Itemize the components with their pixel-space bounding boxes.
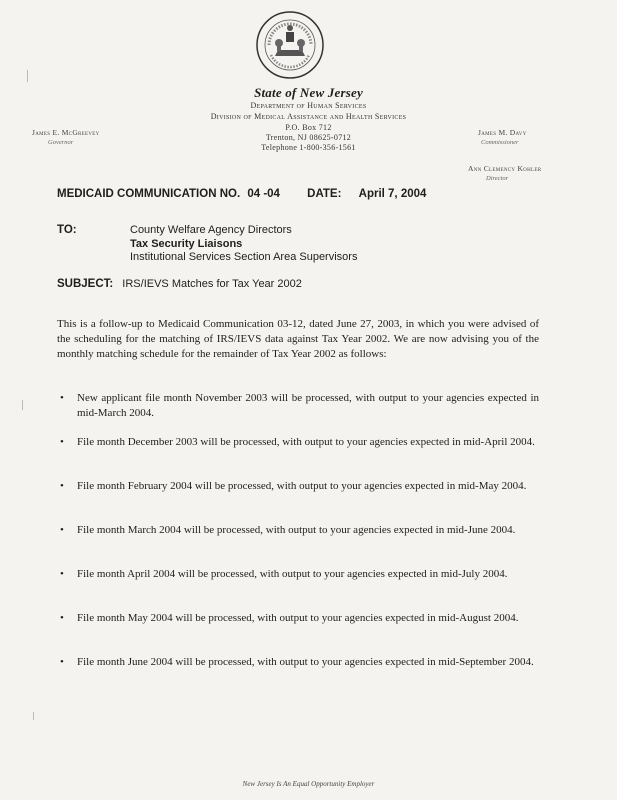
list-item-text: File month June 2004 will be processed, with output to your agencies expected in mid-September 2004. [77,656,534,668]
bullet-icon: • [60,392,64,404]
commissioner-title: Commissioner [481,139,519,146]
list-item-text: File month April 2004 will be processed, with output to your agencies expected in mid-July 2004. [77,568,508,580]
bullet-icon: • [60,480,64,492]
intro-paragraph: This is a follow-up to Medicaid Communication 03-12, dated June 27, 2003, in which you were advised of the scheduling for the matching of IRS/IEVS data against Tax Year 2002. We are now advising you of the monthly matching schedule for the remainder of Tax Year 2002 as follows: [57,318,539,360]
governor-title: Governor [48,139,74,146]
subject-label: SUBJECT: [57,278,114,290]
subject-text: IRS/IEVS Matches for Tax Year 2002 [122,278,302,290]
recipient-line: Institutional Services Section Area Supervisors [130,251,358,263]
list-item-text: File month May 2004 will be processed, with output to your agencies expected in mid-August 2004. [77,612,519,624]
subject-line [57,278,302,290]
commissioner-name: James M. Davy [478,128,527,137]
to-label: TO: [57,224,77,236]
division-name: Division of Medical Assistance and Health Services [210,112,407,121]
list-item [57,391,539,421]
scan-mark [33,712,34,720]
communication-date: April 7, 2004 [358,188,427,200]
list-item-text: New applicant file month November 2003 will be processed, with output to your agencies expected in mid-March 2004. [77,392,539,419]
list-item [57,567,539,597]
po-box: P.O. Box 712 [285,123,332,132]
schedule-list [57,391,539,699]
bullet-icon: • [60,568,64,580]
recipient-line: Tax Security Liaisons [130,237,243,250]
list-item [57,611,539,641]
bullet-icon: • [60,612,64,624]
telephone: Telephone 1-800-356-1561 [261,143,356,152]
bullet-icon: • [60,436,64,448]
list-item [57,523,539,553]
bullet-icon: • [60,524,64,536]
recipients [130,224,357,265]
state-seal-icon [255,10,325,80]
governor-name: James E. McGreevey [32,128,100,137]
city-address: Trenton, NJ 08625-0712 [265,133,352,142]
list-item [57,655,539,685]
scan-mark [27,70,28,82]
communication-number: 04 -04 [247,188,280,200]
scan-mark [22,400,23,410]
footer-text: New Jersey Is An Equal Opportunity Employer [242,780,375,788]
director-title: Director [486,175,509,182]
recipient-line: County Welfare Agency Directors [130,224,292,236]
list-item-text: File month February 2004 will be processed, with output to your agencies expected in mid-May 2004. [77,480,527,492]
director-name: Ann Clemency Kohler [468,164,542,173]
list-item-text: File month December 2003 will be processed, with output to your agencies expected in mid-April 2004. [77,436,535,448]
list-item [57,479,539,509]
department-name: Department of Human Services [250,101,367,110]
list-item-text: File month March 2004 will be processed, with output to your agencies expected in mid-June 2004. [77,524,516,536]
list-item [57,435,539,465]
date-label: DATE: [307,188,342,200]
bullet-icon: • [60,656,64,668]
communication-label: MEDICAID COMMUNICATION NO. [57,188,241,200]
state-title: State of New Jersey [254,85,363,100]
communication-header [57,188,426,200]
